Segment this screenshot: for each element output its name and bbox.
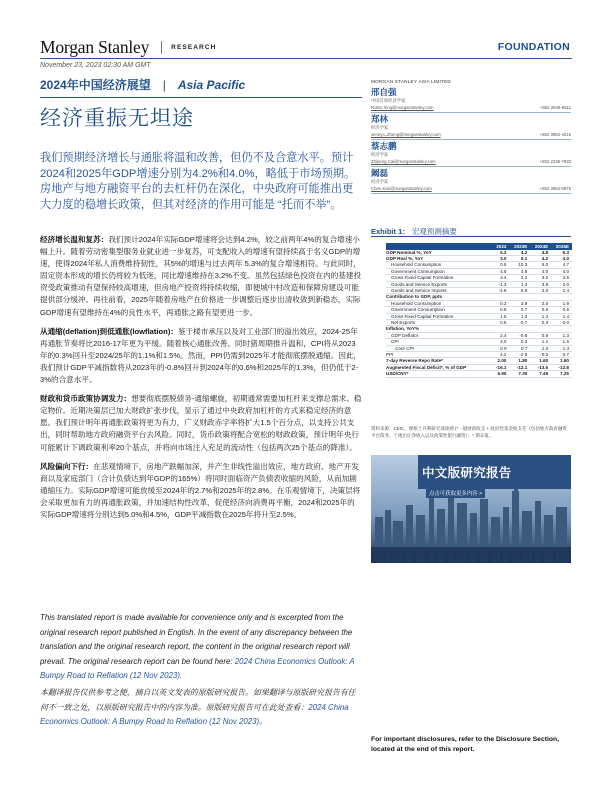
table-cell: 3.0 [530,287,551,293]
table-cell: 2.4 [492,332,509,338]
table-cell: 2.0 [492,339,509,345]
paragraph-text: 想要彻底摆脱债务-通缩螺旋，初期通常需要加杠杆来支撑总需求、稳定物价。近期决策层已加大财政扩张步伐，显示了通过中央政府加杠杆的方式来稳定经济的意愿。我们预计明年再通胀政策将更为有力，广义财政赤字率将扩大1.5个百分点，以支持公共支出，同时帮助地方政府融资平台去风险。同时，货币政策将配合宽松的财政政策，预计明年央行可能累计下调政策利率20个基点，并将向市场注入充足的流动性（包括两次25个基点的降准）。 [40,394,362,452]
disclaimer-english [40,611,362,684]
table-cell: 5.3 [551,250,572,256]
body-paragraph [40,234,362,319]
table-cell: 0.7 [509,345,530,351]
table-cell: 4.0 [551,255,572,261]
table-cell: 3.9 [509,300,530,306]
table-cell: 1.1 [530,339,551,345]
table-cell: 2.00 [492,358,509,364]
table-cell: 1.3 [530,313,551,319]
table-cell: -13.6 [530,364,551,370]
table-cell: 2.0 [551,281,572,287]
header-rule [40,58,572,59]
row-label: CPI [386,339,492,345]
table-cell: 0.5 [492,262,509,268]
analyst-role: 中国首席经济学家 [371,98,406,103]
table-cell: 0.5 [492,319,509,325]
forecast-table [386,243,572,378]
body-paragraph [40,326,362,386]
disclaimer-english-end: . [179,671,183,681]
table-cell: 5.0 [530,262,551,268]
contact-card [371,141,571,168]
table-cell: 3.5 [551,275,572,281]
contact-divider [371,139,571,140]
contact-divider [371,112,571,113]
row-label: Goods and Service Exports [386,281,492,287]
row-label: Gross Fixed Capital Formation [386,275,492,281]
chinese-report-banner[interactable] [371,455,571,563]
disclaimer-chinese [40,686,362,730]
table-cell: 0.9 [492,345,509,351]
table-cell: 3.0 [492,255,509,261]
analyst-email-link[interactable]: Jenny.L.Zheng@morganstanley.com [371,132,441,137]
contact-card [371,168,571,195]
table-cell: 1.60 [551,358,572,364]
exhibit-source: 资料来源：CEIC、摩根士丹利研究部预测 (*一般财政收支 + 政府性基金收支差（包括地方政府融资平台债务，土地出让净收入以及政策性银行融资）；* 期末值。 [371,426,567,438]
table-cell: 4.0 [530,268,551,274]
contact-divider [371,193,571,194]
table-cell: -0.7 [509,319,530,325]
row-label: Household Consumption [386,262,492,268]
row-label: GDP Nominal %, YoY [386,250,492,256]
body-paragraph [40,393,362,453]
table-cell: 5.3 [492,250,509,256]
table-cell: 1.80 [509,358,530,364]
disclaimer-chinese-end: 。 [259,717,268,727]
row-label: GDP Real %, YoY [386,255,492,261]
table-cell: 4.8 [492,268,509,274]
table-cell: 0.7 [551,352,572,358]
table-cell: 1.3 [551,345,572,351]
original-report-link-cn[interactable]: 2024 China Economics Outlook: A Bumpy Road to Reflation (12 Nov 2023) [40,702,349,727]
table-cell: 1.4 [551,313,572,319]
series-rule [40,97,362,98]
analyst-phone: +852 2239-7820 [539,159,571,164]
analyst-name: 邢自强 [371,87,397,97]
analyst-contacts [371,79,571,195]
paragraph-heading: 从通缩(deflation)到低通胀(lowflation)： [40,326,178,336]
table-cell: 0.7 [509,307,530,313]
analyst-email-link[interactable]: Chen.Kan@morganstanley.com [371,186,432,191]
table-cell: 0.2 [492,300,509,306]
table-cell: 0.3 [509,339,530,345]
table-cell: 6.90 [492,371,509,377]
analyst-phone: +852 3963-4015 [539,132,571,137]
table-cell: 3.2 [530,275,551,281]
foundation-label: FOUNDATION [497,41,570,53]
table-cell: 1.9 [551,300,572,306]
analyst-email-link[interactable]: Robin.Xing@morganstanley.com [371,105,434,110]
table-cell: -12.1 [509,364,530,370]
table-cell: 1.60 [530,358,551,364]
column-header: 2023E [509,243,530,250]
report-series [40,76,245,93]
banner-title: 中文版研究报告 [418,455,571,489]
table-cell: 3.8 [530,281,551,287]
row-label: GDP Deflator [386,332,492,338]
summary-paragraph: 我们预期经济增长与通胀将温和改善，但仍不及合意水平。预计2024和2025年GDP增速分别为4.2%和4.0%，略低于市场预期。房地产与地方融资平台的去杠杆仍在深化，中央政府可能推出更大力度的稳增长政策，但其对经济的作用可能是 “托而不举”。 [40,152,356,211]
table-cell: 1.5 [551,339,572,345]
table-cell: 5.8 [509,287,530,293]
contact-card [371,87,571,114]
disclosure-note: For important disclosures, refer to the Disclosure Section, located at the end of this report. [371,736,560,753]
table-cell: 1.2 [509,313,530,319]
table-cell: 0.6 [530,307,551,313]
row-label: Augmented Fiscal Deficit*, % of GDP [386,364,492,370]
table-cell: 7.45 [530,371,551,377]
original-report-link[interactable]: 2024 China Economics Outlook: A Bumpy Road to Reflation (12 Nov 2023) [40,656,355,681]
table-cell: 1.0 [530,345,551,351]
paragraph-heading: 经济增长温和复苏： [40,235,109,244]
table-cell: -4.6 [492,287,509,293]
table-cell: 0.0 [551,319,572,325]
table-cell: 3.2 [509,275,530,281]
table-cell: -0.8 [509,332,530,338]
table-cell: 4.2 [509,250,530,256]
series-title: 2024年中国经济展望 [40,78,151,92]
table-row [386,371,572,377]
region-label: Asia Pacific [177,78,246,92]
table-cell: 4.2 [492,352,509,358]
table-cell: 1.5 [492,313,509,319]
exhibit-title: 宏观预测摘要 [411,227,457,236]
research-label: RESEARCH [171,44,217,51]
row-label: Core CPI [386,345,492,351]
disclaimer-english-text: This translated report is made available for convenience only and is excerpted from the original research report published in English. In the event of any discrepancy between the translation and the original research report, the content in the original research report will prevail. The original research report can be found here: [40,613,353,666]
banner-link[interactable]: 点击可获取更多内容 > [426,488,485,498]
analyst-role: 经济学家 [371,179,389,184]
brand-name: Morgan Stanley [40,37,150,57]
row-label: Inflation, YoY% [386,326,492,332]
analyst-phone: +852 3963-0975 [539,186,571,191]
table-cell: 4.8 [530,250,551,256]
table-body [386,250,572,378]
table-cell: 2.0 [530,300,551,306]
row-label: Goods and Service Imports [386,287,492,293]
paragraph-heading: 风险偏向下行： [40,461,94,471]
row-label: USD/CNY* [386,371,492,377]
table-cell: 4.0 [551,268,572,274]
table-cell: 1.3 [551,332,572,338]
row-label: Gross Fixed Capital Formation [386,313,492,319]
analyst-name: 郑林 [371,114,389,124]
row-label: 7-day Reverse Repo Rate* [386,358,492,364]
paragraph-text: 在悲观情境下，房地产跌幅加深，并产生非线性溢出效应，地方政府、地产开发商以及家庭部门（合计负债达到年GDP的165%）将同时面临资产负债表收缩的风险，从而加剧通缩压力。实际GDP增速可能放缓至2024年的2.7%和2025年的2.8%。在乐观情境下，决策层将会采取更加有力的再通胀政策，并加速结构性改革，促使经济向消费再平衡，2024和2025年的实际GDP增速将分别达到5.0%和4.5%，GDP平减指数在2025年将升至2.5%。 [40,461,361,519]
analyst-role: 经济学家 [371,152,389,157]
table-cell: 3.4 [492,275,509,281]
paragraph-text: 我们预计2024年实际GDP增速将会达到4.2%，较之前两年4%的复合增速小幅上升。随着劳动密集型服务业就业进一步复苏，可支配收入的增速有望持续高于名义GDP的增速，使得2024年私人消费维持韧性，其5%的增速与过去两年 5.3%的复合增速相符。与此同时，固定资本形成的增长仍将较为低迷，同比增速维持在3.2%不变。虽然包括绿色投资在内的基建投资受政策推动有望保持较高增速，但房地产投资将持续收缩，即便城中村改造和保障房建设可能提供部分缓冲。再往前看，2025年随着房地产在价格进一步调整后逐步出清收敛到新稳态，实际GDP增速有望维持在4%的良性水平，再通胀之路有望更进一步。 [40,235,362,317]
body-text [40,234,362,528]
analyst-name: 阚磊 [371,168,389,178]
column-header: 2024E [530,243,551,250]
column-header: 2025E [551,243,572,250]
table-cell: 0.6 [551,307,572,313]
publish-date: November 23, 2023 02:30 AM GMT [40,62,151,69]
contact-divider [371,166,571,167]
contact-card [371,114,571,141]
analyst-phone: +852 2848-6511 [539,105,571,110]
analyst-email-link[interactable]: Zhipeng.Cai@morganstanley.com [371,159,436,164]
table-cell: 0.3 [530,319,551,325]
column-header: 2022 [492,243,509,250]
table-cell: 5.1 [509,255,530,261]
morgan-stanley-logo [40,37,216,58]
row-label: Government Consumption [386,307,492,313]
table-cell: -12.8 [551,364,572,370]
row-label: Net Exports [386,319,492,325]
table-cell: -1.3 [492,281,509,287]
row-label: PPI [386,352,492,358]
company-name: MORGAN STANLEY ASIA LIMITED [371,79,451,84]
table-cell: -0.3 [530,352,551,358]
table-cell: 4.7 [551,262,572,268]
table-cell: 7.25 [551,371,572,377]
table-cell: -16.1 [492,364,509,370]
table-cell: 1.3 [509,281,530,287]
row-label: Household Consumption [386,300,492,306]
table-cell: 10.3 [509,262,530,268]
table-cell: 4.5 [509,268,530,274]
row-label: Government Consumption [386,268,492,274]
row-label: Contribution to GDP, ppts [386,294,492,300]
page-title: 经济重振无坦途 [40,107,194,130]
exhibit-rule [371,236,571,237]
series-separator: | [162,78,166,92]
table-cell: 7.30 [509,371,530,377]
table-cell: -2.9 [509,352,530,358]
analyst-role: 经济学家 [371,125,389,130]
disclaimer-chinese-text: 本翻译报告仅供参考之便，摘自以英文发表的原版研究报告。如果翻译与原版研究报告有任何不一致之处，以原版研究报告中的内容为准。原版研究报告可在此处查看： [40,688,356,712]
table-cell: 0.8 [492,307,509,313]
table-cell: 2.4 [551,287,572,293]
paragraph-text: 鉴于楼市承压以及对工业部门的溢出效应，2024-25年再通胀节奏将比2016-17年更为平缓。随着核心通胀改善、同时猪周期推升温和，CPI将从2023年的0.3%回升至2024/25年的1.1%和1.5%。然而，PPI仍需到2025年才能彻底摆脱通缩。因此，我们预计GDP平减指数将从2023年的-0.8%回升到2024年的0.6%和2025年的1.3%，但仍低于2-3%的合意水平。 [40,326,362,385]
paragraph-heading: 财政和货币政策协调发力： [40,394,132,404]
analyst-name: 蔡志鹏 [371,141,397,151]
exhibit-label: Exhibit 1： [371,227,410,236]
body-paragraph [40,461,362,521]
table-cell: 0.6 [530,332,551,338]
table-cell: 4.2 [530,255,551,261]
logo-divider [161,41,162,54]
